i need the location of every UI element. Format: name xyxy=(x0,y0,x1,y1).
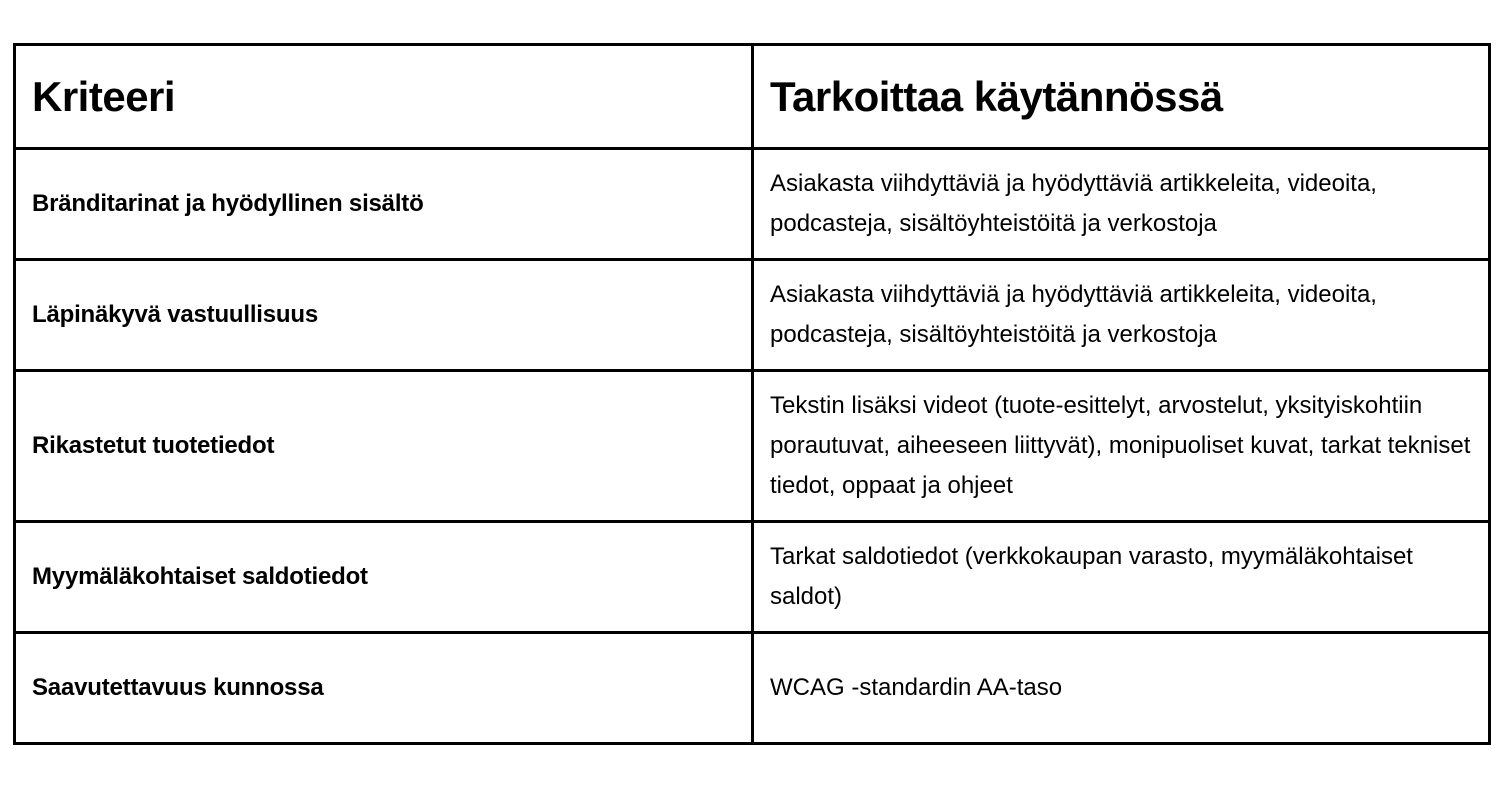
criterion-cell: Läpinäkyvä vastuullisuus xyxy=(15,260,753,371)
criteria-table xyxy=(13,43,1491,745)
header-meaning: Tarkoittaa käytännössä xyxy=(753,45,1490,149)
table-row xyxy=(15,149,1490,260)
meaning-cell: Asiakasta viihdyttäviä ja hyödyttäviä artikkeleita, videoita, podcasteja, sisältöyhteistöitä ja verkostoja xyxy=(753,260,1490,371)
table-row xyxy=(15,633,1490,744)
criterion-cell: Saavutettavuus kunnossa xyxy=(15,633,753,744)
table-header-row xyxy=(15,45,1490,149)
table-row xyxy=(15,371,1490,522)
meaning-cell: Tekstin lisäksi videot (tuote-esittelyt, arvostelut, yksityiskohtiin porautuvat, aiheeseen liittyvät), monipuoliset kuvat, tarkat tekniset tiedot, oppaat ja ohjeet xyxy=(753,371,1490,522)
table-row xyxy=(15,522,1490,633)
criterion-cell: Myymäläkohtaiset saldotiedot xyxy=(15,522,753,633)
meaning-cell: Asiakasta viihdyttäviä ja hyödyttäviä artikkeleita, videoita, podcasteja, sisältöyhteistöitä ja verkostoja xyxy=(753,149,1490,260)
meaning-cell: WCAG -standardin AA-taso xyxy=(753,633,1490,744)
table-row xyxy=(15,260,1490,371)
criterion-cell: Bränditarinat ja hyödyllinen sisältö xyxy=(15,149,753,260)
header-criterion: Kriteeri xyxy=(15,45,753,149)
meaning-cell: Tarkat saldotiedot (verkkokaupan varasto, myymäläkohtaiset saldot) xyxy=(753,522,1490,633)
criterion-cell: Rikastetut tuotetiedot xyxy=(15,371,753,522)
